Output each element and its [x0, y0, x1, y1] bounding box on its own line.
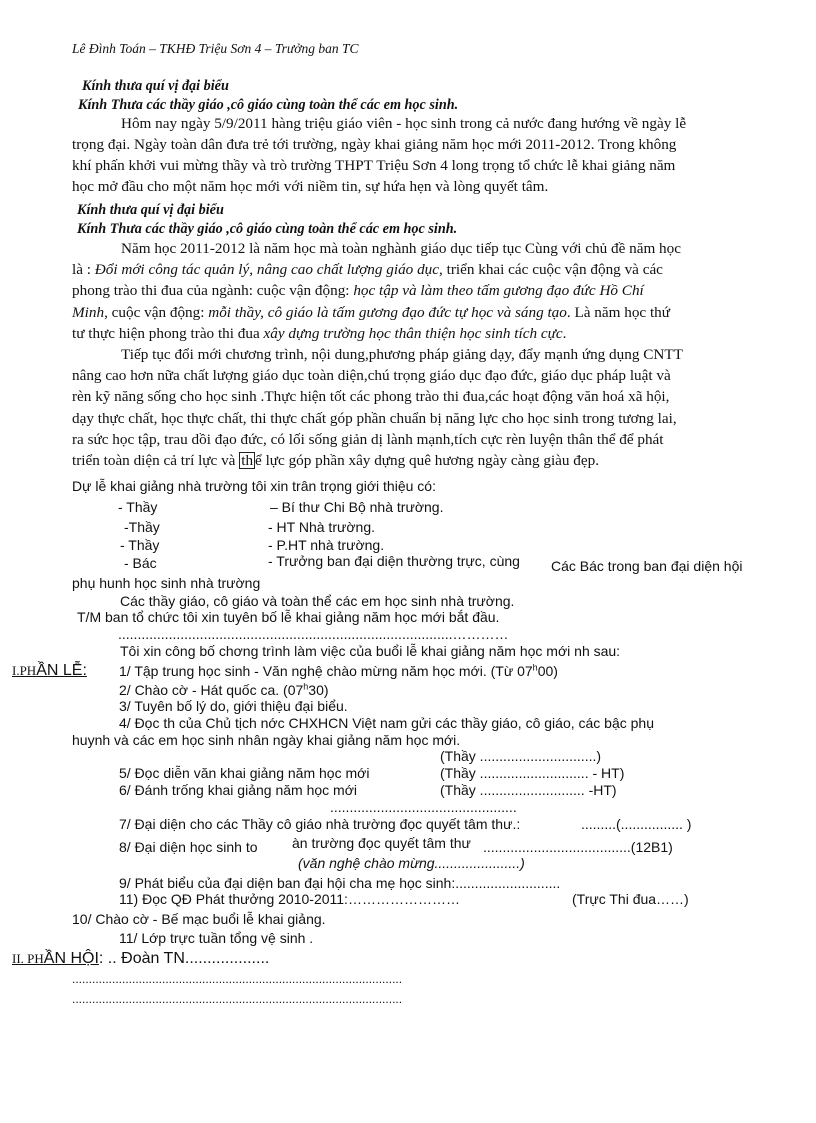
- section-2-title: ẦN HỘI: [43, 950, 99, 967]
- paragraph-1-line: khí phấn khởi vui mừng thầy và trò trường THPT Triệu Sơn 4 long trọng tổ chức lễ khai giảng năm: [72, 157, 676, 174]
- program-intro: Tôi xin công bố chơng trình làm việc của buổi lễ khai giảng năm học mới nh sau:: [120, 643, 621, 659]
- dotted-line: ................................................: [330, 799, 517, 815]
- paragraph-2-line: Năm học 2011-2012 là năm học mà toàn nghành giáo dục tiếp tục Cùng với chủ đề năm học: [121, 240, 681, 257]
- program-item-7: 7/ Đại diện cho các Thầy cô giáo nhà trường đọc quyết tâm thư.:: [119, 816, 521, 832]
- program-item-11-person: (Trực Thi đua……): [572, 891, 689, 907]
- program-item-3: 3/ Tuyên bố lý do, giới thiệu đại biểu.: [119, 698, 348, 714]
- dotted-line: ...................................................................................................: [72, 992, 403, 1006]
- paragraph-3-line: Tiếp tục đổi mới chương trình, nội dung,phương pháp giảng dạy, đẩy mạnh ứng dụng CNTT: [121, 346, 683, 363]
- program-item-10: 10/ Chào cờ - Bế mạc buổi lễ khai giảng.: [72, 911, 326, 927]
- page-header: Lê Đình Toán – TKHĐ Triệu Sơn 4 – Trưởng ban TC: [72, 41, 359, 56]
- program-item-1: [119, 662, 558, 680]
- section-2-prefix: II. PH: [12, 951, 44, 966]
- paragraph-2-line: [72, 325, 566, 343]
- section-1-title: ẦN LỄ:: [36, 662, 87, 679]
- text: 1/ Tập trung học sinh - Văn nghệ chào mừng năm học mới. (T: [119, 663, 504, 679]
- text: là :: [72, 261, 95, 278]
- program-item-5: 5/ Đọc diễn văn khai giảng năm học mới: [119, 765, 370, 781]
- greeting-teachers: Kính Thưa các thầy giáo ,cô giáo cùng toàn thể các em học sinh.: [78, 97, 459, 113]
- campaign-text: mỗi thầy, cô giáo là tấm gương đạo đức tự học và sáng tạo: [208, 304, 567, 321]
- program-item-6-person: (Thầy ........................... -HT): [440, 782, 617, 798]
- guest-title: - Bác: [124, 555, 157, 571]
- guest-role: - HT Nhà trường.: [268, 519, 375, 535]
- paragraph-2-line: [72, 261, 663, 279]
- text: , triển khai các cuộc vận động và các: [439, 261, 663, 278]
- text: 00): [537, 663, 558, 679]
- section-1-heading: [12, 662, 87, 680]
- guest-intro: Dự lễ khai giảng nhà trường tôi xin trân trọng giới thiệu có:: [72, 478, 436, 494]
- section-1-prefix: I.PH: [12, 663, 37, 678]
- paragraph-2-line: [72, 282, 644, 300]
- campaign-text: học tập và làm theo tấm gương đạo đức Hồ Chí: [353, 282, 644, 299]
- paragraph-1-line: học mở đầu cho một năm học mới với niềm tin, sự hứa hẹn và lòng quyết tâm.: [72, 178, 549, 195]
- program-item-8: [119, 838, 258, 856]
- program-item-4: 4/ Đọc th của Chủ tịch nớc CHXHCN Việt nam gửi các thầy giáo, cô giáo, các bậc phụ: [119, 715, 655, 731]
- guest-title: - Thầy: [120, 537, 160, 553]
- paragraph-3-line: rèn kỹ năng sống cho học sinh .Thực hiện tốt các phong trào thi đua,các hoạt động văn hoá xã hội,: [72, 388, 670, 405]
- program-item-7-person: .........(................ ): [581, 816, 692, 832]
- section-2-org: Đoàn TN...................: [121, 950, 270, 967]
- declaration: T/M ban tổ chức tôi xin tuyên bố lễ khai giảng năm học mới bắt đầu.: [77, 609, 500, 625]
- movement-text: xây dựng trường học thân thiện học sinh tích cực: [263, 325, 563, 342]
- parents-tail: Các Bác trong ban đại diện hội: [551, 558, 743, 574]
- greeting-teachers-2: Kính Thưa các thầy giáo ,cô giáo cùng toàn thể các em học sinh.: [77, 221, 458, 237]
- campaign-text: Minh: [72, 304, 105, 321]
- text-cursor-box: th: [241, 452, 254, 469]
- text: 2/ Chào cờ - Hát quốc ca. (07: [119, 682, 304, 698]
- text: 8/ Đại diện học sinh to: [119, 839, 258, 855]
- parents-line: phụ hunh học sinh nhà trường: [72, 575, 261, 591]
- teachers-line: Các thầy giáo, cô giáo và toàn thể các em học sinh nhà trường.: [120, 593, 515, 609]
- guest-role: - P.HT nhà trường.: [268, 537, 385, 553]
- paragraph-3-line: [72, 452, 599, 470]
- text: phong trào thi đua của ngành: cuộc vận động:: [72, 282, 354, 299]
- dotted-line: ......................................................................................…………: [118, 626, 509, 642]
- dotted-line: ...................................................................................................: [72, 972, 403, 986]
- program-item-8-music: (văn nghệ chào mừng......................): [298, 855, 525, 871]
- guest-role: - Trưởng ban đại diện thường trực, cùng: [268, 553, 520, 569]
- program-item-8-class: ......................................(12B1): [483, 839, 673, 855]
- text: h: [303, 681, 309, 692]
- paragraph-1-line: trọng đại. Ngày toàn dân đưa trẻ tới trường, ngày khai giảng năm học mới 2011-2012. Trong không: [72, 136, 677, 153]
- greeting-guests: Kính thưa quí vị đại biểu: [82, 78, 229, 94]
- program-item-11: 11/ Lớp trực tuần tổng vệ sinh .: [119, 930, 314, 946]
- program-item-5-person: (Thầy ............................ - HT): [440, 765, 625, 781]
- section-2-sep: : ..: [98, 950, 122, 967]
- guest-role: – Bí thư Chi Bộ nhà trường.: [270, 499, 444, 515]
- paragraph-2-line: [72, 304, 670, 322]
- program-item-9: 9/ Phát biểu của đại diện ban đại hội cha mẹ học sinh:...........................: [119, 875, 561, 891]
- paragraph-1-line: Hôm nay ngày 5/9/2011 hàng triệu giáo viên - học sinh trong cả nước đang hướng về ngày lễ: [121, 115, 687, 132]
- text: .: [562, 325, 567, 342]
- text: h: [532, 662, 538, 673]
- theme-text: Đổi mới công tác quản lý, nâng cao chất lượng giáo dục: [94, 261, 440, 278]
- paragraph-3-line: ra sức học tập, trau dồi đạo đức, có lối sống giản dị lành mạnh,tích cực rèn luyện thân thể để phát: [72, 431, 664, 448]
- guest-title: -Thầy: [124, 519, 160, 535]
- guest-title: - Thầy: [118, 499, 158, 515]
- program-item-4-person: (Thầy ..............................): [440, 748, 602, 764]
- text: triển toàn diện cả trí lực và: [72, 452, 240, 469]
- text: ừ 07: [503, 663, 533, 679]
- program-item-11-award: 11) Đọc QĐ Phát thưởng 2010-2011:……………………: [119, 891, 460, 907]
- text: . Là năm học thứ: [566, 304, 670, 321]
- text: tư thực hiện phong trào thi đua: [72, 325, 264, 342]
- greeting-guests-2: Kính thưa quí vị đại biểu: [77, 202, 224, 218]
- text: ể lực góp phần xây dựng quê hương ngày càng giàu đẹp.: [255, 452, 600, 469]
- paragraph-3-line: nâng cao hơn nữa chất lượng giáo dục toàn diện,chú trọng giáo dục đạo đức, giáo dục pháp luật và: [72, 367, 671, 384]
- program-item-6: 6/ Đánh trống khai giảng năm học mới: [119, 782, 357, 798]
- section-2-heading: [12, 950, 269, 968]
- program-item-4-cont: huynh và các em học sinh nhân ngày khai giảng năm học mới.: [72, 732, 461, 748]
- paragraph-3-line: dạy thực chất, học thực chất, thi thực chất góp phần chuẩn bị năng lực cho học sinh trong tương lai,: [72, 410, 677, 427]
- text: 30): [308, 682, 329, 698]
- text: , cuộc vận động:: [104, 304, 209, 321]
- program-item-8-cont: àn trường đọc quyết tâm thư: [292, 835, 471, 851]
